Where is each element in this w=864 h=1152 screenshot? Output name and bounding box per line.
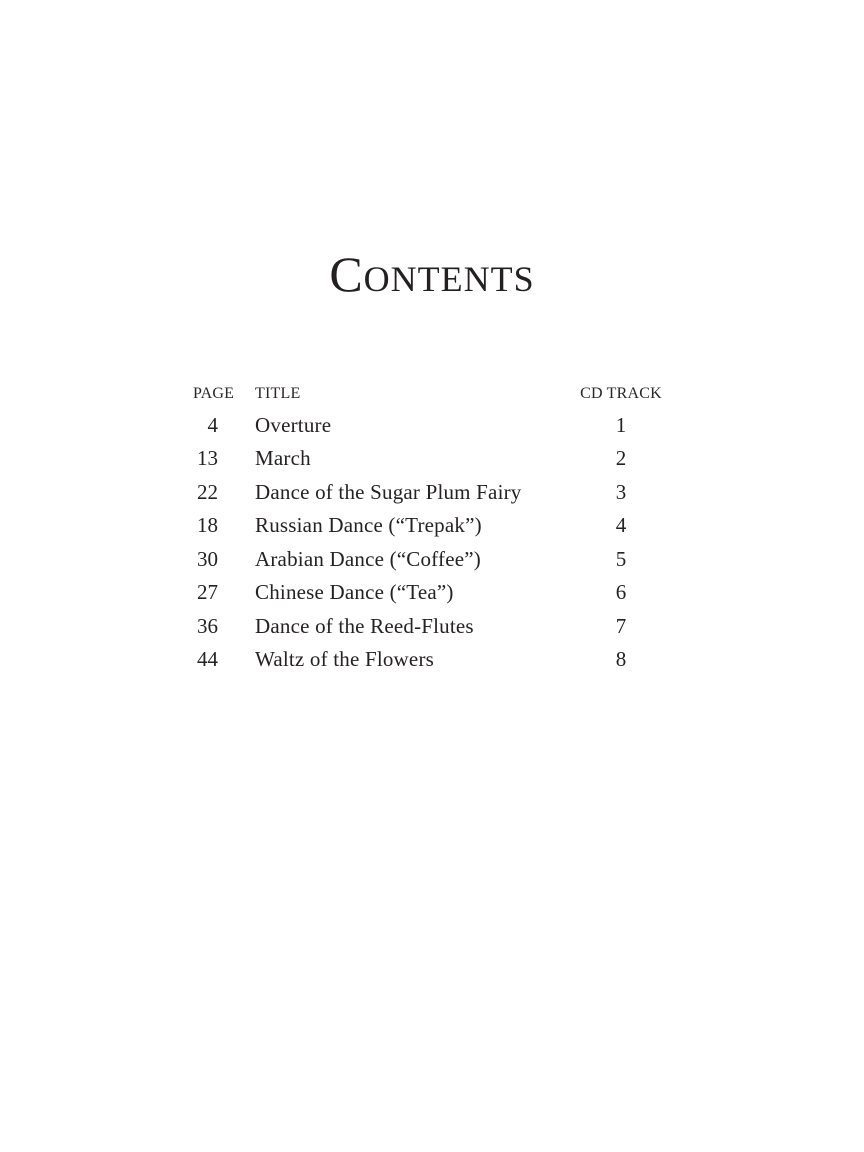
- toc-cd-track: 4: [615, 513, 627, 538]
- toc-piece-title: Overture: [255, 413, 332, 437]
- toc-piece-title: Dance of the Sugar Plum Fairy: [255, 479, 522, 504]
- column-header-page: PAGE: [193, 385, 235, 402]
- toc-row: [0, 643, 864, 676]
- toc-page-number: 13: [197, 446, 218, 471]
- column-header-cd-track: CD TRACK: [580, 385, 662, 402]
- toc-piece-title: Russian Dance (“Trepak”): [255, 513, 482, 538]
- toc-cd-track: 5: [615, 546, 627, 571]
- toc-piece-title: Arabian Dance (“Coffee”): [255, 546, 481, 571]
- page-title-rest: ONTENTS: [363, 259, 535, 299]
- toc-page-number: 44: [197, 647, 218, 672]
- toc-page-number: 18: [197, 513, 218, 538]
- toc-page-number: 27: [197, 580, 218, 605]
- toc-row: [0, 610, 864, 643]
- column-header-title: TITLE: [255, 385, 301, 402]
- toc-row: [0, 409, 864, 442]
- toc-piece-title: Waltz of the Flowers: [255, 647, 435, 672]
- toc-page-number: 4: [207, 413, 218, 437]
- page-title-initial: C: [329, 246, 364, 302]
- page-title: [0, 246, 864, 302]
- toc-page-number: 22: [197, 479, 218, 504]
- toc-row: [0, 576, 864, 609]
- toc-row: [0, 543, 864, 576]
- toc-piece-title: March: [255, 446, 311, 471]
- toc-cd-track: 8: [615, 647, 627, 672]
- toc-row: [0, 509, 864, 542]
- toc-cd-track: 6: [615, 580, 627, 605]
- toc-cd-track: 1: [615, 413, 627, 437]
- toc-piece-title: Chinese Dance (“Tea”): [255, 580, 454, 605]
- toc-cd-track: 7: [615, 613, 627, 638]
- toc-page-number: 30: [197, 546, 218, 571]
- toc-cd-track: 3: [615, 479, 627, 504]
- toc-piece-title: Dance of the Reed-Flutes: [255, 613, 474, 638]
- toc-cd-track: 2: [615, 446, 627, 471]
- toc-page-number: 36: [197, 613, 218, 638]
- contents-table: [0, 409, 864, 677]
- toc-row: [0, 442, 864, 475]
- toc-row: [0, 476, 864, 509]
